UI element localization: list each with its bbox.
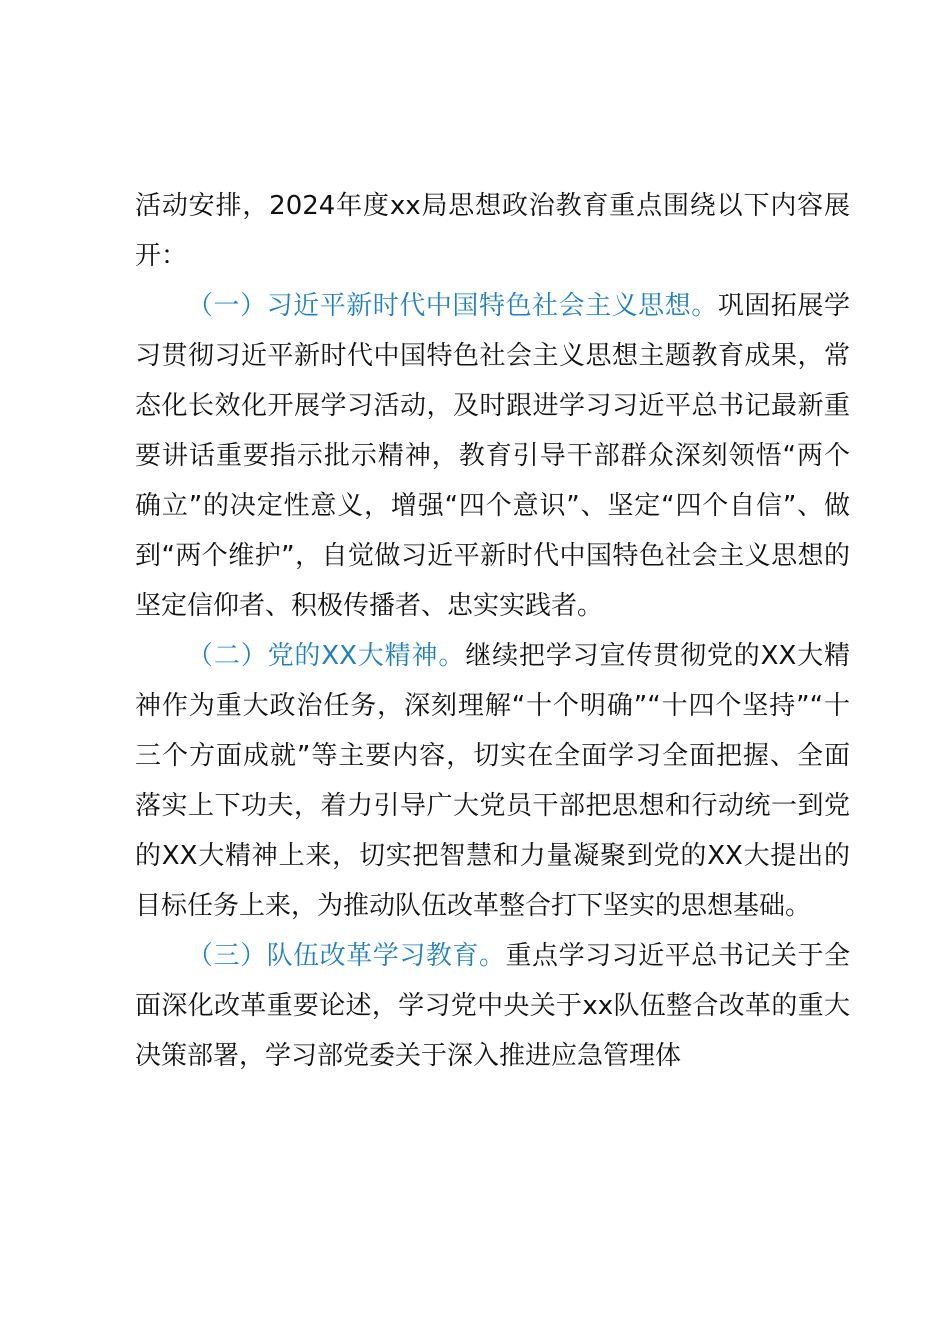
section-3-paragraph bbox=[135, 931, 850, 1081]
document-page bbox=[135, 181, 850, 1081]
section-1-body: 巩固拓展学习贯彻习近平新时代中国特色社会主义思想主题教育成果，常态化长效化开展学习活动，及时跟进学习习近平总书记最新重要讲话重要指示批示精神，教育引导干部群众深刻领悟“两个确立”的决定性意义，增强“四个意识”、坚定“四个自信”、做到“两个维护”，自觉做习近平新时代中国特色社会主义思想的坚定信仰者、积极传播者、忠实实践者。 bbox=[135, 291, 850, 621]
section-2-body: 继续把学习宣传贯彻党的XX大精神作为重大政治任务，深刻理解“十个明确”“十四个坚持”“十三个方面成就”等主要内容，切实在全面学习全面把握、全面落实上下功夫，着力引导广大党员干部把思想和行动统一到党的XX大精神上来，切实把智慧和力量凝聚到党的XX大提出的目标任务上来，为推动队伍改革整合打下坚实的思想基础。 bbox=[135, 641, 851, 921]
section-1-heading: （一）习近平新时代中国特色社会主义思想。 bbox=[187, 291, 718, 321]
intro-paragraph bbox=[135, 181, 850, 281]
section-2-heading: （二）党的XX大精神。 bbox=[187, 641, 466, 671]
section-3-body: 重点学习习近平总书记关于全面深化改革重要论述，学习党中央关于xx队伍整合改革的重大决策部署，学习部党委关于深入推进应急管理体 bbox=[135, 941, 850, 1071]
section-2-paragraph bbox=[135, 631, 850, 931]
section-3-heading: （三）队伍改革学习教育。 bbox=[187, 941, 506, 971]
intro-text: 活动安排，2024年度xx局思想政治教育重点围绕以下内容展开： bbox=[135, 191, 850, 271]
section-1-paragraph bbox=[135, 281, 850, 631]
